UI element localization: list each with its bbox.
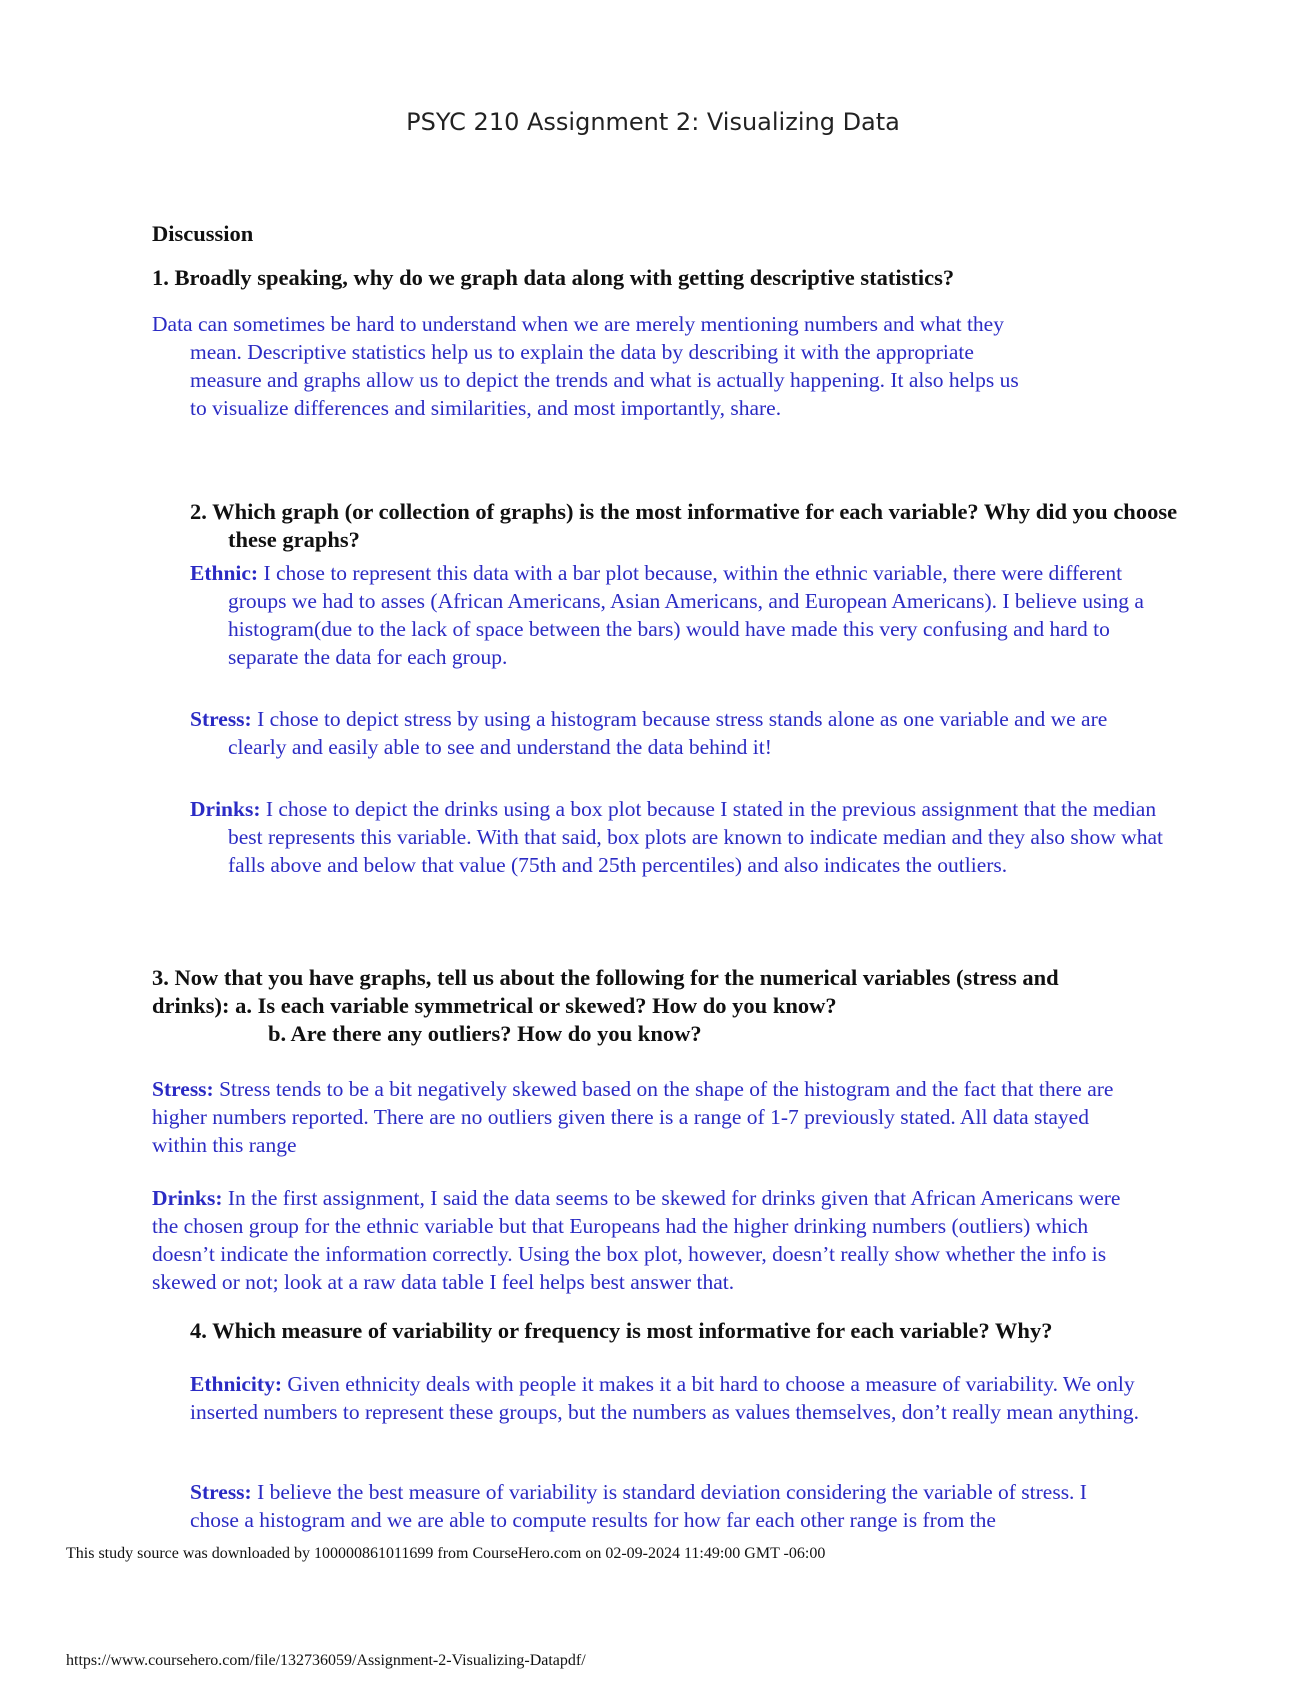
answer-2-drinks [190,795,1168,879]
label-ethnic: Ethnic: [190,561,259,585]
label-drinks: Drinks: [152,1186,223,1210]
question-2: 2. Which graph (or collection of graphs) is the most informative for each variable? Why did you choose these graphs? [190,499,1178,552]
answer-1: Data can sometimes be hard to understand when we are merely mentioning numbers and what they mean. Descriptive statistics help us to explain the data by describing it with the appropriate measure and graphs allow us to depict the trends and what is actually happening. It also helps us to visualize differences and similarities, and most importantly, share. [152,312,1019,420]
download-notice: This study source was downloaded by 100000861011699 from CourseHero.com on 02-09-2024 11:49:00 GMT -06:00 [66,1545,826,1562]
answer-2-stress [190,705,1158,761]
question-3b: b. Are there any outliers? How do you know? [268,1021,702,1046]
page-title: PSYC 210 Assignment 2: Visualizing Data [406,108,900,136]
text-stress: I chose to depict stress by using a histogram because stress stands alone as one variable and we are clearly and easily able to see and understand the data behind it! [228,707,1108,759]
text-ethnic: I chose to represent this data with a bar plot because, within the ethnic variable, there were different groups we had to asses (African Americans, Asian Americans, and European Americans). I believe using a histogram(due to the lack of space between the bars) would have made this very confusing and hard to separate the data for each group. [228,561,1144,669]
label-drinks: Drinks: [190,797,261,821]
section-heading: Discussion [152,221,254,246]
text-ethnicity: Given ethnicity deals with people it makes it a bit hard to choose a measure of variability. We only inserted numbers to represent these groups, but the numbers as values themselves, don’t really mean anything. [190,1372,1139,1424]
answer-3-stress [152,1075,1142,1159]
text-drinks: In the first assignment, I said the data seems to be skewed for drinks given that African Americans were the chosen group for the ethnic variable but that Europeans had the higher drinking numbers (outliers) which doesn’t indicate the information correctly. Using the box plot, however, doesn’t really show whether the info is skewed or not; look at a raw data table I feel helps best answer that. [152,1186,1121,1294]
text-drinks: I chose to depict the drinks using a box plot because I stated in the previous assignment that the median best represents this variable. With that said, box plots are known to indicate median and they also show what falls above and below that value (75th and 25th percentiles) and also indicates the outliers. [228,797,1163,877]
label-stress: Stress: [190,707,252,731]
question-4: 4. Which measure of variability or frequency is most informative for each variable? Why? [190,1318,1053,1343]
answer-4-ethnicity [190,1370,1140,1426]
answer-4-stress [190,1478,1140,1536]
label-stress: Stress: [152,1077,214,1101]
answer-2-ethnic [190,559,1158,671]
question-3 [152,964,1132,1048]
source-url[interactable]: https://www.coursehero.com/file/132736059/Assignment-2-Visualizing-Datapdf/ [66,1652,586,1669]
label-ethnicity: Ethnicity: [190,1372,282,1396]
text-stress: I believe the best measure of variability is standard deviation considering the variable of stress. I chose a histogram and we are able to compute results for how far each other range is from the [190,1480,1087,1532]
question-3a: 3. Now that you have graphs, tell us about the following for the numerical variables (stress and drinks): a. Is each variable symmetrical or skewed? How do you know? [152,965,1059,1018]
text-stress: Stress tends to be a bit negatively skewed based on the shape of the histogram and the fact that there are higher numbers reported. There are no outliers given there is a range of 1-7 previously stated. All data stayed within this range [152,1077,1114,1157]
question-1: 1. Broadly speaking, why do we graph data along with getting descriptive statistics? [152,265,955,290]
label-stress: Stress: [190,1480,252,1504]
answer-3-drinks [152,1184,1132,1296]
